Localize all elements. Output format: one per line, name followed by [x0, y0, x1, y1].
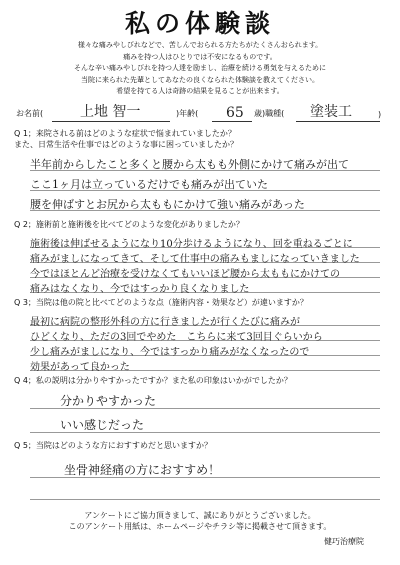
- page-title: 私の体験談: [124, 9, 275, 38]
- intro-line: 当院に来られた先輩としてあなたの良くなられた体験談を教えてください。: [81, 75, 319, 84]
- name-label: お名前(: [16, 109, 44, 118]
- intro-text: [18, 40, 382, 98]
- question-text: Q 4；私の説明は分かりやすかったですか？また私の印象はいかがでしたか？: [14, 376, 292, 385]
- question-5: [14, 440, 390, 451]
- answer-text: 施術後は伸ばせるようになり10分歩けるようになり、回を重ねるごとに: [30, 239, 353, 250]
- answer-text: 効果があって良かった: [30, 362, 130, 373]
- question-2: [14, 219, 390, 230]
- answer-text: 今ではほとんど治療を受けなくてもいいほど腰から太ももにかけての: [30, 269, 340, 280]
- answer-text: 痛みがましになってきて、そして仕事中の痛みもましになっていきました: [30, 254, 360, 265]
- question-1: [14, 128, 390, 150]
- question-text: また、日常生活や仕事ではどのような事に困っていましたか？: [14, 140, 238, 149]
- answer-text: いい感じだった: [60, 418, 145, 432]
- age-underline: [212, 121, 252, 122]
- question-text: Q 1；来院される前はどのような症状で悩まれていましたか？: [14, 129, 236, 138]
- answer-text: 坐骨神経痛の方におすすめ！: [64, 463, 221, 477]
- intro-line: そんな辛い痛みやしびれを持つ人達を励まし、治療を続ける勇気を与えるために: [74, 64, 326, 72]
- answer-text: 半年前からしたこと多くと腰から太もも外側にかけて痛みが出て: [30, 158, 349, 171]
- age-label: )年齢(: [176, 109, 199, 118]
- answer-text: 少し痛みがましになり、今ではすっかり痛みがなくなったので: [30, 347, 310, 358]
- answer-line: [30, 499, 380, 500]
- footer-line: アンケートにご協力頂きまして、誠にありがとうございました。: [84, 511, 316, 520]
- answer-text: ひどくなり、ただの3回でやめた こちらに来て3回目ぐらいから: [30, 332, 323, 343]
- footer-text: [0, 510, 400, 532]
- answer-text: ここ1ヶ月は立っているだけでも痛みが出ていた: [30, 178, 268, 191]
- answer-text: 最初に病院の整形外科の方に行きましたが行くたびに痛みが: [30, 317, 300, 328]
- intro-line: 様々な痛みやしびれなどで、苦しんでおられる方たちがたくさんおられます。: [77, 41, 323, 49]
- footer-line: このアンケート用紙は、ホームページやチラシ等に掲載させて頂きます。: [68, 522, 332, 531]
- question-text: Q 5；当院はどのような方におすすめだと思いますか？: [14, 441, 213, 450]
- job-value: 塗装工: [310, 104, 352, 120]
- name-underline: [52, 121, 170, 122]
- answer-text: 腰を伸ばすとお尻から太ももにかけて強い痛みがあった: [30, 198, 305, 211]
- question-text: Q 3；当院は他の院と比べてどのような点（施術内容・効果など）が違いますか？: [14, 298, 308, 307]
- respondent-info: [16, 100, 386, 122]
- answer-text: 分かりやすかった: [60, 394, 157, 408]
- job-underline: [296, 121, 380, 122]
- question-3: [14, 297, 390, 308]
- clinic-name: 健巧治療院: [324, 537, 364, 546]
- age-suffix: 歳)職種(: [254, 109, 285, 118]
- question-text: Q 2；施術前と施術後を比べてどのような変化がありましたか？: [14, 220, 244, 229]
- age-value: 65: [226, 105, 244, 121]
- intro-line: 痛みを持つ人はひとりでは不安になるものです。: [123, 52, 277, 61]
- name-value: 上地 智一: [80, 104, 141, 120]
- answer-text: 痛みはなくなり、今ではすっかり良くなりました: [30, 284, 250, 295]
- intro-line: 希望を持てる人は奇跡の結果を見ることが出来ます。: [116, 87, 284, 95]
- question-4: [14, 375, 390, 386]
- job-suffix: ): [378, 110, 382, 119]
